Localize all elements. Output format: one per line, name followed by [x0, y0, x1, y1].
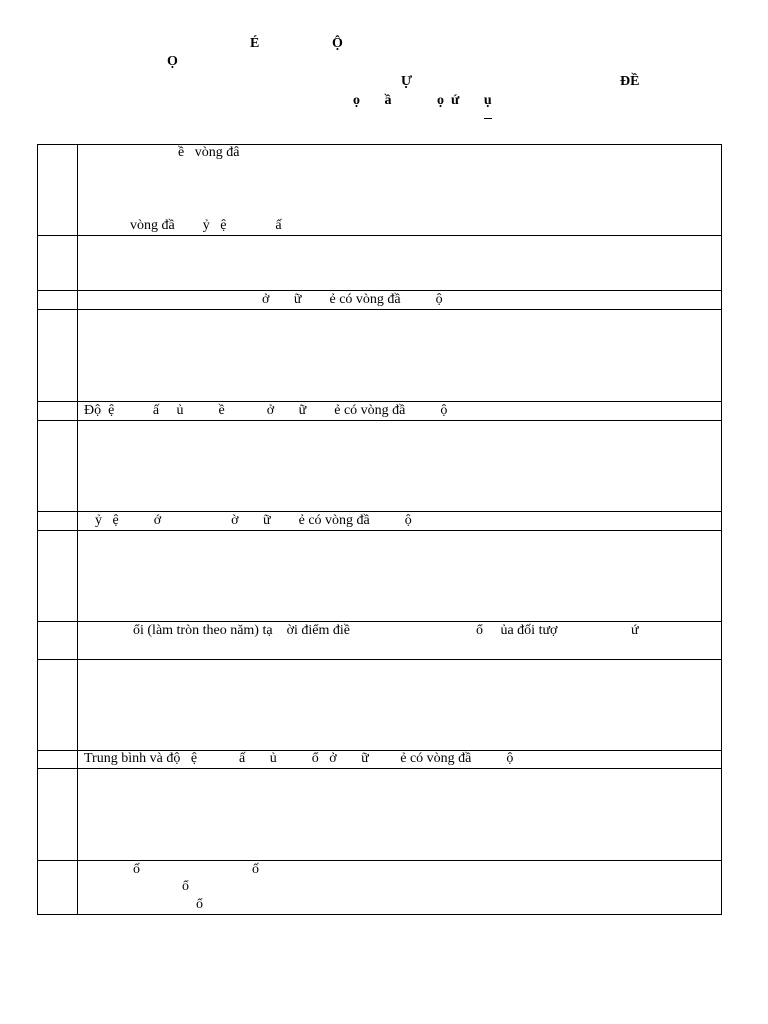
row-9-text: ổi (làm tròn theo năm) tạ ời điểm điề ổ ủa đối tượ ứ	[133, 623, 639, 638]
row-divider	[37, 621, 722, 622]
header-char-4: Ự	[401, 74, 413, 89]
row-7-text: ỷ ệ ớ ờ ữ ẻ có vòng đầ ộ	[95, 513, 412, 528]
row-divider	[37, 768, 722, 769]
row-divider	[37, 420, 722, 421]
header-char-1: É	[250, 36, 260, 51]
row-1-text-a: ề vòng đâ	[178, 145, 240, 160]
row-divider	[37, 235, 722, 236]
row-13-text-a: ố ố	[133, 862, 259, 877]
row-divider	[37, 290, 722, 291]
row-divider	[37, 860, 722, 861]
row-divider	[37, 530, 722, 531]
row-11-text: Trung bình và độ ệ ấ ủ ổ ở ữ ẻ có vòng đầ ộ	[84, 751, 514, 766]
row-3-text: ở ữ ẻ có vòng đầ ộ	[262, 292, 443, 307]
header-de-label: ĐỀ	[620, 74, 640, 89]
row-divider	[37, 309, 722, 310]
row-13-text-b: ổ	[182, 879, 189, 894]
header-char-2: Ộ	[332, 36, 343, 51]
row-divider	[37, 511, 722, 512]
header-subline: ọ ầ ọ ứ ụ	[353, 93, 492, 108]
header-char-3: Ọ	[167, 54, 178, 69]
underline-mark	[484, 118, 492, 119]
row-13-text-c: ổ	[196, 897, 203, 912]
row-1-text-b: vòng đầ ỷ ệ ấ	[130, 218, 282, 233]
row-divider	[37, 659, 722, 660]
row-divider	[37, 401, 722, 402]
row-5-text: Độ ệ ấ ủ ề ở ữ ẻ có vòng đầ ộ	[84, 403, 448, 418]
